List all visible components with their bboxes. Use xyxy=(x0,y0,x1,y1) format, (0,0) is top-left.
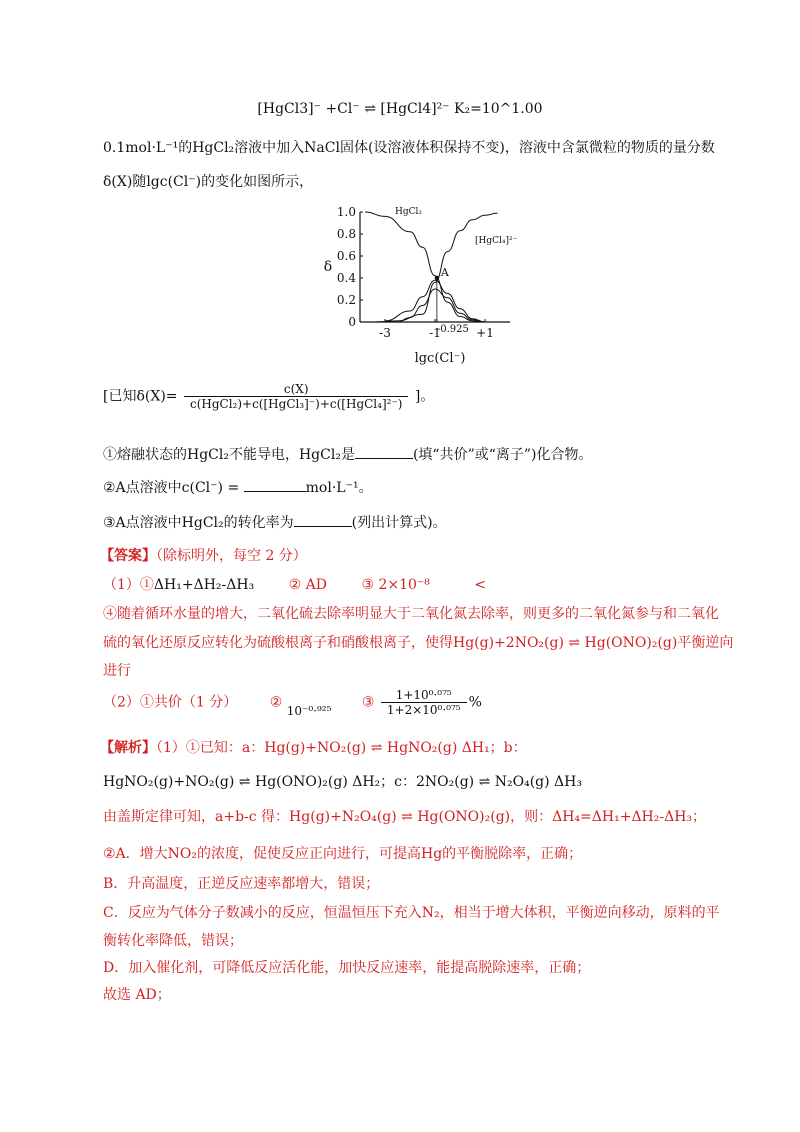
answer-p1-4: < xyxy=(474,577,487,593)
series-line-0 xyxy=(365,212,485,322)
answer-p4-line3: 进行 xyxy=(103,663,131,679)
series-label-0: HgCl₂ xyxy=(395,207,422,217)
answer-p2-3-num: 1+10⁰·⁰⁷⁵ xyxy=(381,688,467,703)
point-a-marker xyxy=(435,276,439,280)
analysis-line-5: B．升高温度，正逆反应速率都增大，错误； xyxy=(103,876,380,892)
q3-text-a: ③A点溶液中HgCl₂的转化率为 xyxy=(103,515,294,531)
intro-line-2: δ(X)随lgc(Cl⁻)的变化如图所示， xyxy=(103,174,314,190)
answer-p2-3-pct: % xyxy=(468,694,482,711)
answer-p2-3: ③ xyxy=(361,694,375,711)
x-tick-label: -1 xyxy=(429,326,441,340)
q1-text-a: ①熔融状态的HgCl₂不能导电，HgCl₂是 xyxy=(103,447,355,463)
series-line-2 xyxy=(385,280,485,322)
answer-p4-line2: 硫的氧化还原反应转化为硫酸根离子和硝酸根离子，使得Hg(g)+2NO₂(g) ⇌ Hg(ONO)₂(g)平衡逆向 xyxy=(103,635,734,651)
q2-text-a: ②A点溶液中c(Cl⁻) = xyxy=(103,480,240,496)
known-formula xyxy=(103,382,434,411)
equation-top: [HgCl3]⁻ +Cl⁻ ⇌ [HgCl4]²⁻ K₂=10^1.00 xyxy=(257,101,543,117)
answer-p1-label: （1）① xyxy=(103,577,154,593)
answer-p4-line1: ④随着循环水量的增大，二氧化硫去除率明显大于二氧化氮去除率，则更多的二氧化氮参与和二氧化 xyxy=(103,606,719,622)
known-fraction xyxy=(184,382,409,411)
q2-blank[interactable] xyxy=(244,479,306,492)
intro-line-1: 0.1mol·L⁻¹的HgCl₂溶液中加入NaCl固体(设溶液体积保持不变)，溶液中含氯微粒的物质的量分数 xyxy=(103,140,715,156)
series-label-1: [HgCl₄]²⁻ xyxy=(475,235,518,246)
answer-header xyxy=(100,545,307,565)
x-tick-label: +1 xyxy=(476,326,494,340)
answer-p2-2-value: 10⁻⁰·⁹²⁵ xyxy=(286,703,332,718)
distribution-chart xyxy=(320,198,520,366)
question-2 xyxy=(103,477,373,497)
analysis-line-4: ②A．增大NO₂的浓度，促使反应正向进行，可提高Hg的平衡脱除率，正确； xyxy=(103,846,583,862)
analysis-line-9: 故选 AD； xyxy=(103,987,171,1003)
analysis-line-3: 由盖斯定律可知，a+b-c 得：Hg(g)+N₂O₄(g) ⇌ Hg(ONO)₂(g)，则：ΔH₄=ΔH₁+ΔH₂-ΔH₃； xyxy=(103,809,707,825)
q3-text-b: (列出计算式)。 xyxy=(351,515,447,531)
answer-title: 【答案】 xyxy=(100,548,156,564)
question-3 xyxy=(103,512,447,532)
q1-text-b: (填“共价”或“离子”)化合物。 xyxy=(412,447,593,463)
answer-p2-3-fraction xyxy=(381,688,467,717)
q3-blank[interactable] xyxy=(294,514,352,527)
answer-p2-2: ② xyxy=(269,694,283,711)
answer-p1-1: ΔH₁+ΔH₂-ΔH₃ xyxy=(153,577,255,593)
y-tick-label: 0 xyxy=(348,315,356,329)
known-denominator: c(HgCl₂)+c([HgCl₃]⁻)+c([HgCl₄]²⁻) xyxy=(189,397,403,411)
answer-note: （除标明外，每空 2 分） xyxy=(156,548,307,564)
analysis-title: 【解析】 xyxy=(100,740,156,756)
y-tick-label: 1.0 xyxy=(336,205,356,219)
answer-p1-2: ② AD xyxy=(288,577,327,593)
x-tick-label: -0.925 xyxy=(436,324,469,335)
known-prefix: [已知δ(X)= xyxy=(103,388,178,405)
answer-p1-3: ③ 2×10⁻⁸ xyxy=(361,577,430,593)
analysis-line-1 xyxy=(100,737,527,757)
x-tick-label: -3 xyxy=(379,326,391,340)
analysis-line-8: D．加入催化剂，可降低反应活化能，加快反应速率，能提高脱除速率，正确； xyxy=(103,960,591,976)
series-line-3 xyxy=(398,289,486,322)
y-tick-label: 0.2 xyxy=(336,293,356,307)
question-1 xyxy=(103,444,593,464)
answer-part1 xyxy=(103,574,486,594)
analysis-l1: （1）①已知：a：Hg(g)+NO₂(g) ⇌ HgNO₂(g) ΔH₁；b： xyxy=(156,740,527,756)
answer-part2 xyxy=(103,688,482,717)
x-axis-label: lgc(Cl⁻) xyxy=(414,351,466,366)
known-suffix: ]。 xyxy=(414,388,435,405)
series-line-1 xyxy=(373,213,498,322)
q2-text-b: mol·L⁻¹。 xyxy=(305,480,373,496)
answer-p2-1: （2）①共价（1 分） xyxy=(103,694,238,711)
analysis-line-6: C．反应为气体分子数减小的反应，恒温恒压下充入N₂，相当于增大体积，平衡逆向移动，原料的平 xyxy=(103,905,720,921)
q1-blank[interactable] xyxy=(355,446,413,459)
y-axis-label: δ xyxy=(323,259,333,275)
point-a-label: A xyxy=(440,266,449,279)
analysis-line-7: 衡转化率降低，错误； xyxy=(103,933,243,949)
y-tick-label: 0.8 xyxy=(336,227,356,241)
known-numerator: c(X) xyxy=(184,382,409,397)
analysis-line-2: HgNO₂(g)+NO₂(g) ⇌ Hg(ONO)₂(g) ΔH₂；c：2NO₂(g) ⇌ N₂O₄(g) ΔH₃ xyxy=(103,774,582,790)
answer-p2-3-den: 1+2×10⁰·⁰⁷⁵ xyxy=(386,703,461,717)
y-tick-label: 0.6 xyxy=(336,249,356,263)
y-tick-label: 0.4 xyxy=(336,271,356,285)
